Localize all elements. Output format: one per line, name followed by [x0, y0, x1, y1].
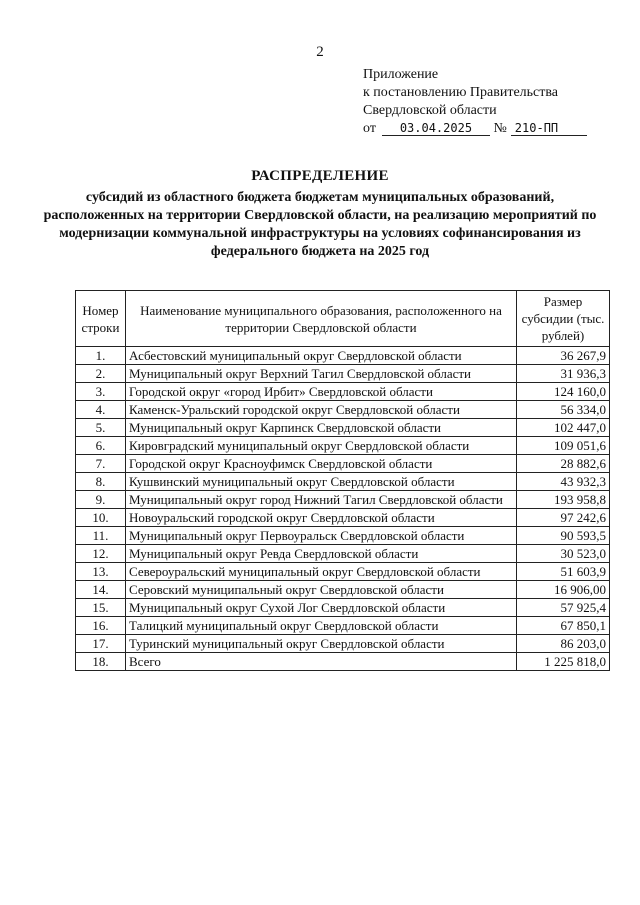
subsidy-amount: 28 882,6	[517, 455, 610, 473]
municipality-name: Новоуральский городской округ Свердловской области	[126, 509, 517, 527]
appendix-line-3: Свердловской области	[363, 103, 497, 118]
row-number: 15.	[76, 599, 126, 617]
table-row	[76, 473, 610, 491]
subsidy-amount: 43 932,3	[517, 473, 610, 491]
subsidy-amount: 57 925,4	[517, 599, 610, 617]
table-row	[76, 563, 610, 581]
municipality-name: Кушвинский муниципальный округ Свердловской области	[126, 473, 517, 491]
table-row	[76, 509, 610, 527]
table-row	[76, 383, 610, 401]
appendix-line-1: Приложение	[363, 67, 439, 82]
municipality-name: Муниципальный округ Верхний Тагил Свердловской области	[126, 365, 517, 383]
row-number: 11.	[76, 527, 126, 545]
municipality-name: Североуральский муниципальный округ Свердловской области	[126, 563, 517, 581]
municipality-name: Муниципальный округ Первоуральск Свердловской области	[126, 527, 517, 545]
municipality-name: Асбестовский муниципальный округ Свердловской области	[126, 347, 517, 365]
municipality-name: Кировградский муниципальный округ Свердловской области	[126, 437, 517, 455]
table-row	[76, 653, 610, 671]
row-number: 8.	[76, 473, 126, 491]
subsidy-amount: 67 850,1	[517, 617, 610, 635]
table-row	[76, 581, 610, 599]
subsidy-amount: 102 447,0	[517, 419, 610, 437]
table-row	[76, 599, 610, 617]
header-subsidy-amount: Размер субсидии (тыс. рублей)	[517, 291, 610, 347]
appendix-date-line	[363, 120, 587, 138]
table-row	[76, 401, 610, 419]
row-number: 1.	[76, 347, 126, 365]
from-label: от	[363, 121, 376, 136]
table-header-row	[76, 291, 610, 347]
row-number: 14.	[76, 581, 126, 599]
subsidy-amount: 193 958,8	[517, 491, 610, 509]
municipality-name: Муниципальный округ Карпинск Свердловской области	[126, 419, 517, 437]
table-row	[76, 545, 610, 563]
subsidy-amount: 97 242,6	[517, 509, 610, 527]
subsidy-amount: 1 225 818,0	[517, 653, 610, 671]
distribution-table	[75, 290, 610, 671]
subsidy-amount: 16 906,00	[517, 581, 610, 599]
resolution-date: 03.04.2025	[382, 121, 490, 136]
header-municipality: Наименование муниципального образования, расположенного на территории Свердловской области	[126, 291, 517, 347]
subsidy-amount: 30 523,0	[517, 545, 610, 563]
subsidy-amount: 124 160,0	[517, 383, 610, 401]
header-row-number: Номер строки	[76, 291, 126, 347]
table-row	[76, 365, 610, 383]
appendix-block	[363, 66, 587, 138]
page-number: 2	[316, 44, 324, 60]
subsidy-amount: 90 593,5	[517, 527, 610, 545]
table-row	[76, 491, 610, 509]
document-subtitle: субсидий из областного бюджета бюджетам муниципальных образований, расположенных на территории Свердловской области, на реализацию мероприятий по модернизации коммунальной инфраструктуры на условиях софинансирования из федерального бюджета на 2025 год	[43, 190, 597, 259]
subsidy-amount: 56 334,0	[517, 401, 610, 419]
municipality-name: Каменск-Уральский городской округ Свердловской области	[126, 401, 517, 419]
municipality-name: Всего	[126, 653, 517, 671]
document-title: РАСПРЕДЕЛЕНИЕ	[251, 168, 389, 184]
row-number: 3.	[76, 383, 126, 401]
municipality-name: Талицкий муниципальный округ Свердловской области	[126, 617, 517, 635]
row-number: 9.	[76, 491, 126, 509]
table-row	[76, 437, 610, 455]
appendix-line-2: к постановлению Правительства	[363, 85, 559, 100]
row-number: 17.	[76, 635, 126, 653]
row-number: 10.	[76, 509, 126, 527]
row-number: 7.	[76, 455, 126, 473]
municipality-name: Муниципальный округ город Нижний Тагил Свердловской области	[126, 491, 517, 509]
subsidy-amount: 36 267,9	[517, 347, 610, 365]
municipality-name: Городской округ «город Ирбит» Свердловской области	[126, 383, 517, 401]
row-number: 12.	[76, 545, 126, 563]
row-number: 6.	[76, 437, 126, 455]
table-row	[76, 347, 610, 365]
row-number: 16.	[76, 617, 126, 635]
municipality-name: Городской округ Красноуфимск Свердловской области	[126, 455, 517, 473]
document-heading	[40, 168, 600, 261]
row-number: 2.	[76, 365, 126, 383]
row-number: 13.	[76, 563, 126, 581]
row-number: 5.	[76, 419, 126, 437]
subsidy-amount: 31 936,3	[517, 365, 610, 383]
municipality-name: Муниципальный округ Сухой Лог Свердловской области	[126, 599, 517, 617]
municipality-name: Туринский муниципальный округ Свердловской области	[126, 635, 517, 653]
table-row	[76, 527, 610, 545]
resolution-number: 210-ПП	[511, 121, 587, 136]
number-label: №	[493, 121, 507, 136]
municipality-name: Муниципальный округ Ревда Свердловской области	[126, 545, 517, 563]
row-number: 18.	[76, 653, 126, 671]
table-row	[76, 455, 610, 473]
table-row	[76, 419, 610, 437]
municipality-name: Серовский муниципальный округ Свердловской области	[126, 581, 517, 599]
subsidy-amount: 51 603,9	[517, 563, 610, 581]
row-number: 4.	[76, 401, 126, 419]
table-row	[76, 617, 610, 635]
subsidy-amount: 109 051,6	[517, 437, 610, 455]
subsidy-amount: 86 203,0	[517, 635, 610, 653]
table-row	[76, 635, 610, 653]
